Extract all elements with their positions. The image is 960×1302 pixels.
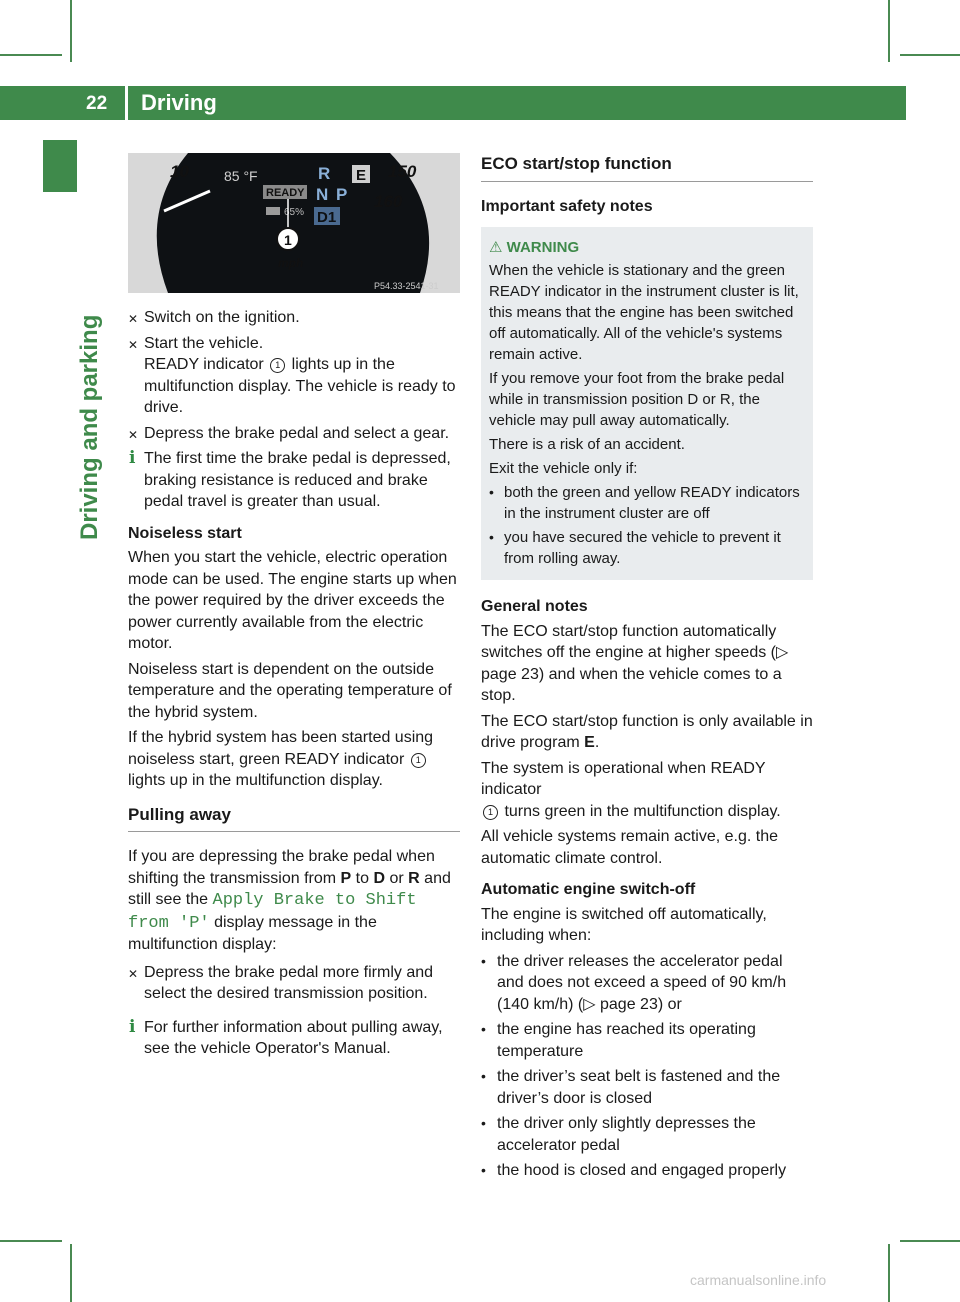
crop-mark (888, 1244, 890, 1302)
battery-level: 65% (284, 207, 305, 218)
bullet-dot-icon: • (489, 484, 494, 500)
display-message: Apply Brake to Shift from 'P' (128, 891, 417, 933)
eco-heading: ECO start/stop function (481, 153, 813, 182)
bullet-text: the driver’s seat belt is fastened and the driver’s door is closed (497, 1068, 781, 1107)
page-reference[interactable]: page 23 (481, 665, 539, 683)
paragraph-text: The ECO start/stop function automatically switches off the engine at higher speeds ( (481, 622, 777, 661)
step-arrow-icon: ✕ (128, 337, 139, 352)
bullet-item (481, 1113, 813, 1156)
warning-bullet (489, 482, 805, 524)
speed-mark: 10 (170, 162, 189, 181)
speed-unit: mph (278, 256, 304, 270)
paragraph-text: lights up in the multifunction display. (128, 772, 383, 789)
instruction-step (128, 333, 460, 419)
step-text: Depress the brake pedal more firmly and select the desired transmission position. (144, 963, 434, 1002)
paragraph-text: The system is operational when READY indicator (481, 759, 766, 798)
warning-triangle-icon: ⚠ (489, 239, 503, 256)
callout-number: 1 (284, 232, 292, 248)
bullet-text: the hood is closed and engaged properly (497, 1162, 787, 1179)
paragraph-text: to (355, 869, 369, 887)
callout-circle-icon: 1 (483, 805, 498, 820)
step-text: READY indicator (144, 356, 264, 373)
paragraph-text: ) and when the vehicle comes to a stop. (481, 665, 782, 704)
bullet-text: ) or (657, 995, 682, 1013)
bullet-text: you have secured the vehicle to prevent it from rolling away. (504, 529, 781, 567)
gear-indicator: N (316, 185, 329, 204)
chapter-title-text: Driving and parking (76, 314, 103, 540)
bullet-dot-icon: • (481, 1115, 486, 1131)
crop-mark (900, 54, 960, 56)
gear-d: D (373, 869, 386, 887)
bullet-text: both the green and yellow READY indicators in the instrument cluster are off (504, 484, 800, 522)
instruction-step (128, 307, 460, 329)
warning-paragraph: If you remove your foot from the brake pedal while in transmission position D or R, the vehicle may pull away automatically. (489, 370, 785, 429)
crop-mark (888, 0, 890, 62)
image-reference-code: P54.33-2541-31 (374, 281, 439, 291)
instrument-cluster-image (128, 153, 460, 293)
paragraph: Noiseless start is dependent on the outside temperature and the operating temperature of the hybrid system. (128, 660, 452, 721)
paragraph (481, 621, 813, 707)
crop-mark (0, 54, 62, 56)
step-arrow-icon: ✕ (128, 966, 139, 981)
warning-title (489, 237, 805, 258)
bullet-text: the engine has reached its operating temperature (497, 1021, 756, 1060)
warning-paragraph: When the vehicle is stationary and the green READY indicator in the instrument cluster is lit, this means that the engine has been switched off automatically. All of the vehicle's systems remain active. (489, 262, 799, 363)
gear-indicator: R (318, 164, 331, 183)
paragraph-text: If you are depressing the brake pedal when shifting the transmission from (128, 848, 435, 887)
paragraph-text: The ECO start/stop function is only available in drive program (481, 712, 813, 751)
safety-notes-heading: Important safety notes (481, 197, 653, 215)
section-title: Driving (141, 90, 217, 115)
bullet-item (481, 1160, 813, 1182)
bullet-item (481, 951, 813, 1016)
paragraph: The ECO start/stop function is only available in drive program E. (481, 712, 813, 751)
warning-title-text: WARNING (506, 239, 580, 256)
temperature-display: 85 °F (224, 168, 258, 184)
left-column (128, 153, 460, 1064)
step-text: Depress the brake pedal and select a gear. (144, 424, 450, 442)
bullet-text: the driver releases the accelerator pedal and does not exceed a speed of 90 km/h (140 km/h) ( (497, 952, 787, 1013)
page-header-bar (0, 86, 906, 120)
info-icon: i (129, 448, 136, 468)
bullet-item (481, 1066, 813, 1109)
step-arrow-icon: ✕ (128, 312, 139, 326)
drive-program-e: E (584, 734, 595, 751)
paragraph: All vehicle systems remain active, e.g. the automatic climate control. (481, 828, 779, 867)
pulling-away-heading: Pulling away (128, 804, 460, 833)
crop-mark (900, 1240, 960, 1242)
paragraph-text: display message in the multifunction display: (128, 913, 377, 953)
warning-box (481, 227, 813, 580)
bullet-dot-icon: • (481, 952, 486, 969)
ready-indicator: READY (266, 187, 305, 199)
crop-mark (70, 1244, 72, 1302)
info-text: For further information about pulling away, see the vehicle Operator's Manual. (144, 1018, 443, 1057)
bullet-dot-icon: • (481, 1021, 486, 1037)
chapter-tab (43, 140, 77, 192)
page-ref-arrow-icon: ▷ (583, 995, 600, 1013)
crop-mark (0, 1240, 62, 1242)
step-text: lights up in the multifunction display. The vehicle is ready to drive. (144, 356, 456, 416)
gear-indicator: D1 (317, 209, 337, 226)
callout-circle-icon: 1 (270, 358, 285, 373)
warning-paragraph: There is a risk of an accident. (489, 436, 685, 453)
page-reference[interactable]: page 23 (600, 995, 658, 1013)
paragraph: The engine is switched off automatically, including when: (481, 905, 767, 944)
step-arrow-icon: ✕ (128, 427, 139, 442)
warning-paragraph: Exit the vehicle only if: (489, 460, 638, 477)
info-icon: i (129, 1016, 136, 1037)
info-note (128, 448, 460, 513)
bullet-dot-icon: • (481, 1162, 486, 1178)
bullet-item (481, 1019, 813, 1062)
paragraph-text: and still see the (128, 869, 451, 908)
paragraph (128, 846, 460, 956)
speed-mark: 150 (388, 162, 417, 181)
callout-circle-icon: 1 (411, 753, 426, 768)
speed-mark: 160 (374, 192, 403, 211)
bullet-dot-icon: • (481, 1068, 486, 1084)
info-note (128, 1017, 460, 1060)
paragraph (481, 758, 813, 823)
drive-program-indicator: E (356, 167, 367, 184)
instruction-step (128, 423, 460, 445)
step-text: Start the vehicle. (144, 334, 264, 352)
paragraph: When you start the vehicle, electric operation mode can be used. The engine starts up when the power required by the driver exceeds the power currently available from the electric motor. (128, 549, 457, 652)
watermark: carmanualsonline.info (690, 1272, 827, 1288)
paragraph-text: If the hybrid system has been started using noiseless start, green READY indicator (128, 729, 434, 768)
header-divider (125, 86, 128, 120)
page-ref-arrow-icon: ▷ (776, 644, 789, 661)
gear-indicator: P (336, 185, 348, 204)
paragraph-text: turns green in the multifunction display. (504, 802, 781, 820)
general-notes-heading: General notes (481, 598, 588, 615)
page-number: 22 (86, 93, 108, 114)
gear-p: P (340, 869, 352, 887)
warning-bullet (489, 527, 805, 569)
bullet-text: the driver only slightly depresses the accelerator pedal (497, 1115, 756, 1154)
paragraph-text: or (389, 869, 404, 887)
paragraph (128, 727, 460, 792)
right-column (481, 153, 813, 1186)
gear-r: R (408, 869, 420, 887)
auto-switch-off-heading: Automatic engine switch-off (481, 881, 696, 898)
noiseless-start-heading: Noiseless start (128, 524, 242, 542)
info-text: The first time the brake pedal is depressed, braking resistance is reduced and brake pedal travel is greater than usual. (144, 450, 451, 510)
step-text: Switch on the ignition. (144, 309, 300, 326)
crop-mark (70, 0, 72, 62)
instruction-step (128, 962, 460, 1005)
bullet-dot-icon: • (489, 529, 494, 545)
